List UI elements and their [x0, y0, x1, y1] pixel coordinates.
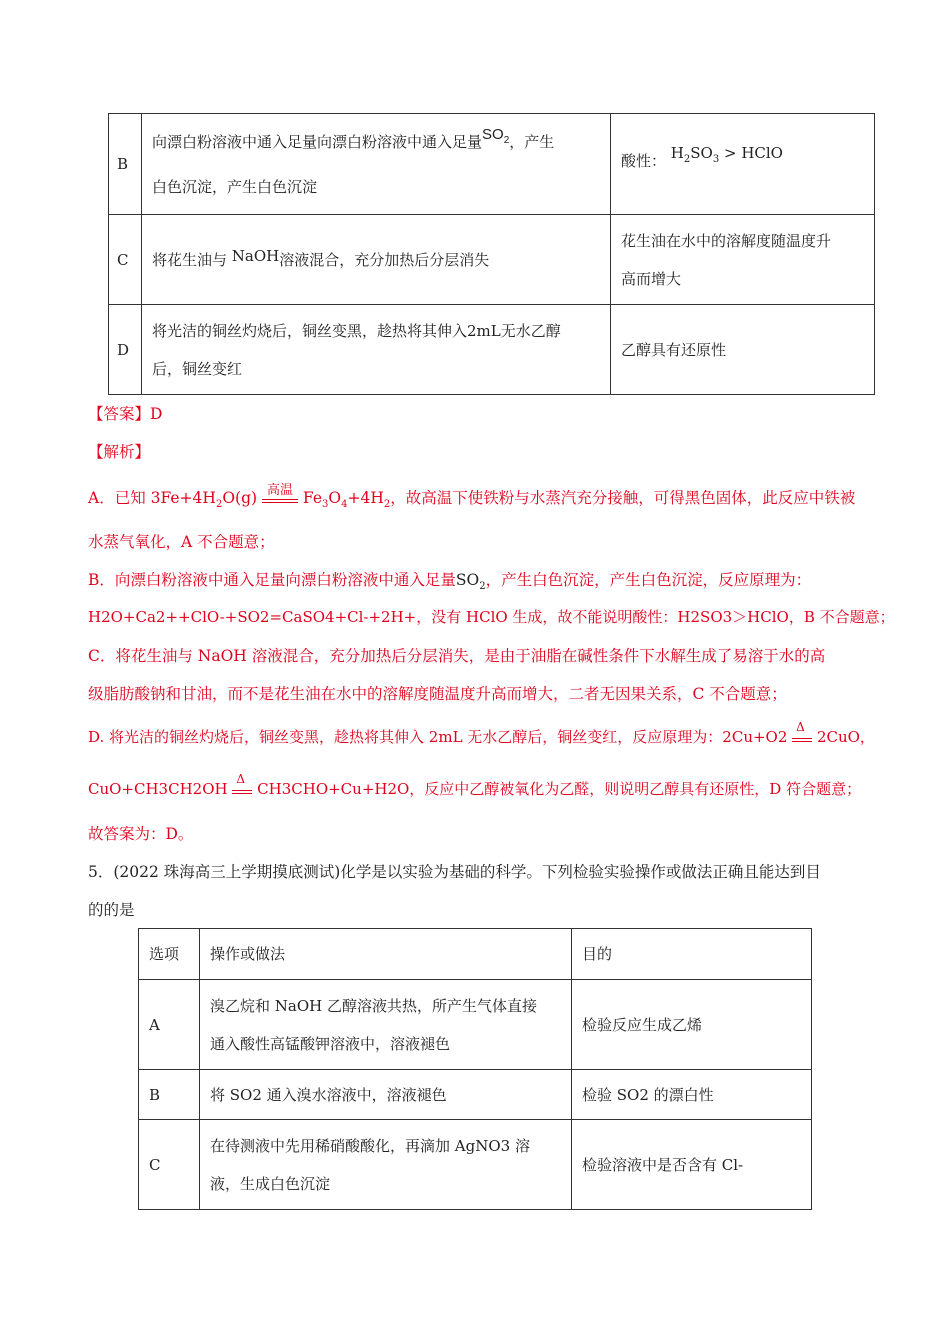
operation-text: 后，铜丝变红 [152, 359, 243, 378]
analysis-b-line2: H2O+Ca2++ClO-+SO2=CaSO4+Cl-+2H+，没有 HClO 生成，故不能说明酸性：H2SO3＞HClO，B 不合题意； [88, 608, 895, 626]
column-header-option: 选项 [139, 929, 200, 980]
operation-cell [142, 114, 611, 215]
analysis-text: CH3CHO+Cu+H2O，反应中乙醇被氧化为乙醛，则说明乙醇具有还原性，D 符合题意； [257, 780, 862, 798]
delta-symbol: Δ [236, 772, 246, 786]
analysis-text: Fe [302, 489, 323, 507]
options-table-1 [108, 113, 875, 395]
operation-cell [200, 980, 572, 1070]
operation-text: 将光洁的铜丝灼烧后，铜丝变黑，趁热将其伸入 [152, 321, 468, 340]
analysis-c-line1: C．将花生油与 NaOH 溶液混合，充分加热后分层消失，是由于油脂在碱性条件下水解生成了易溶于水的高 [88, 647, 826, 665]
operation-cell [200, 1120, 572, 1210]
question-5-line1: 5．(2022 珠海高三上学期摸底测试)化学是以实验为基础的科学。下列检验实验操作或做法正确且能达到目 [88, 863, 821, 881]
operation-text: 液，生成白色沉淀 [210, 1174, 331, 1193]
analysis-text: +4H [347, 489, 384, 507]
operation-text: 向漂白粉溶液中通入足量向漂白粉溶液中通入足量 [152, 132, 483, 151]
operation-cell: 将 SO2 通入溴水溶液中，溶液褪色 [200, 1070, 572, 1120]
so2-formula: $SO_2$ [455, 571, 486, 593]
analysis-conclusion: 故答案为：D。 [88, 825, 194, 843]
answer-label: 【答案】 [88, 405, 151, 423]
operation-text: 将花生油与 [152, 250, 228, 269]
table-header-row [139, 929, 812, 980]
purpose-cell: 检验 SO2 的漂白性 [572, 1070, 812, 1120]
analysis-b-line1 [88, 568, 811, 592]
conclusion-cell [611, 114, 875, 215]
analysis-c-line2: 级脂肪酸钠和甘油，而不是花生油在水中的溶解度随温度升高而增大，二者无因果关系，C 不合题意； [88, 685, 787, 703]
option-label: D [109, 305, 142, 395]
table-row [139, 1070, 812, 1120]
conclusion-cell [611, 215, 875, 305]
column-header-operation: 操作或做法 [200, 929, 572, 980]
purpose-cell: 检验反应生成乙烯 [572, 980, 812, 1070]
naoh-formula: NaOH [231, 246, 280, 265]
table-row [109, 114, 875, 215]
analysis-text: ，产生白色沉淀，产生白色沉淀，反应原理为： [485, 571, 812, 589]
conclusion-cell: 乙醇具有还原性 [611, 305, 875, 395]
operation-cell [142, 305, 611, 395]
conclusion-text: 酸性： [621, 151, 667, 170]
analysis-text: ，故高温下使铁粉与水蒸汽充分接触，可得黑色固体，此反应中铁被 [390, 489, 856, 507]
analysis-label: 【解析】 [88, 443, 151, 461]
answer-value: D [150, 405, 163, 423]
high-temp-condition [262, 483, 298, 503]
analysis-a-line1: A．已知 $3Fe+4H_2O(g)$ 高温 $Fe_3O_4+4H_2$，故高温下使铁粉与水蒸汽充分接触，可得黑色固体，此反应中铁被 [88, 486, 855, 510]
operation-text: 在待测液中先用稀硝酸酸化，再滴加 AgNO3 溶 [210, 1136, 530, 1155]
operation-text: 通入酸性高锰酸钾溶液中，溶液褪色 [210, 1034, 451, 1053]
operation-cell [142, 215, 611, 305]
option-label: B [139, 1070, 200, 1120]
delta-symbol: Δ [796, 720, 805, 734]
table-row [139, 1120, 812, 1210]
operation-text: 溴乙烷和 NaOH 乙醇溶液共热，所产生气体直接 [210, 996, 537, 1015]
analysis-text: D. 将光洁的铜丝灼烧后，铜丝变黑，趁热将其伸入 2mL 无水乙醇后，铜丝变红，反应原理为：2Cu+O2 [88, 728, 788, 746]
option-label: C [109, 215, 142, 305]
purpose-cell: 检验溶液中是否含有 Cl- [572, 1120, 812, 1210]
answer-line [88, 402, 162, 424]
analysis-text: O(g) [222, 489, 258, 507]
table-row [109, 215, 875, 305]
table-row [139, 980, 812, 1070]
heat-condition [232, 772, 252, 794]
operation-text: 溶液混合，充分加热后分层消失 [279, 250, 490, 269]
analysis-text: 2CuO， [816, 728, 875, 746]
option-label: A [139, 980, 200, 1070]
table-row [109, 305, 875, 395]
analysis-a-line2: 水蒸气氧化，A 不合题意； [88, 533, 275, 551]
conclusion-text: 高而增大 [621, 269, 682, 288]
analysis-text: A．已知 3Fe+4H [88, 489, 216, 507]
volume-text: 2mL [467, 321, 501, 340]
analysis-text: B．向漂白粉溶液中通入足量向漂白粉溶液中通入足量 [88, 571, 456, 589]
condition-label: 高温 [266, 483, 293, 498]
operation-text: 白色沉淀，产生白色沉淀 [152, 177, 318, 196]
operation-text: 无水乙醇 [500, 321, 561, 340]
analysis-d-line2 [88, 772, 862, 799]
analysis-text: CuO+CH3CH2OH [88, 780, 228, 798]
analysis-d-line1 [88, 720, 875, 747]
heat-condition [792, 720, 812, 742]
options-table-2 [138, 928, 812, 1210]
acidity-formula: $H_2SO_3$ > HClO [670, 143, 783, 165]
option-label: B [109, 114, 142, 215]
conclusion-text: 花生油在水中的溶解度随温度升 [621, 231, 832, 250]
option-label: C [139, 1120, 200, 1210]
so2-formula: $SO_2$ [482, 125, 510, 146]
column-header-purpose: 目的 [572, 929, 812, 980]
operation-text: ，产生 [509, 132, 555, 151]
question-5-line2: 的的是 [88, 901, 135, 919]
